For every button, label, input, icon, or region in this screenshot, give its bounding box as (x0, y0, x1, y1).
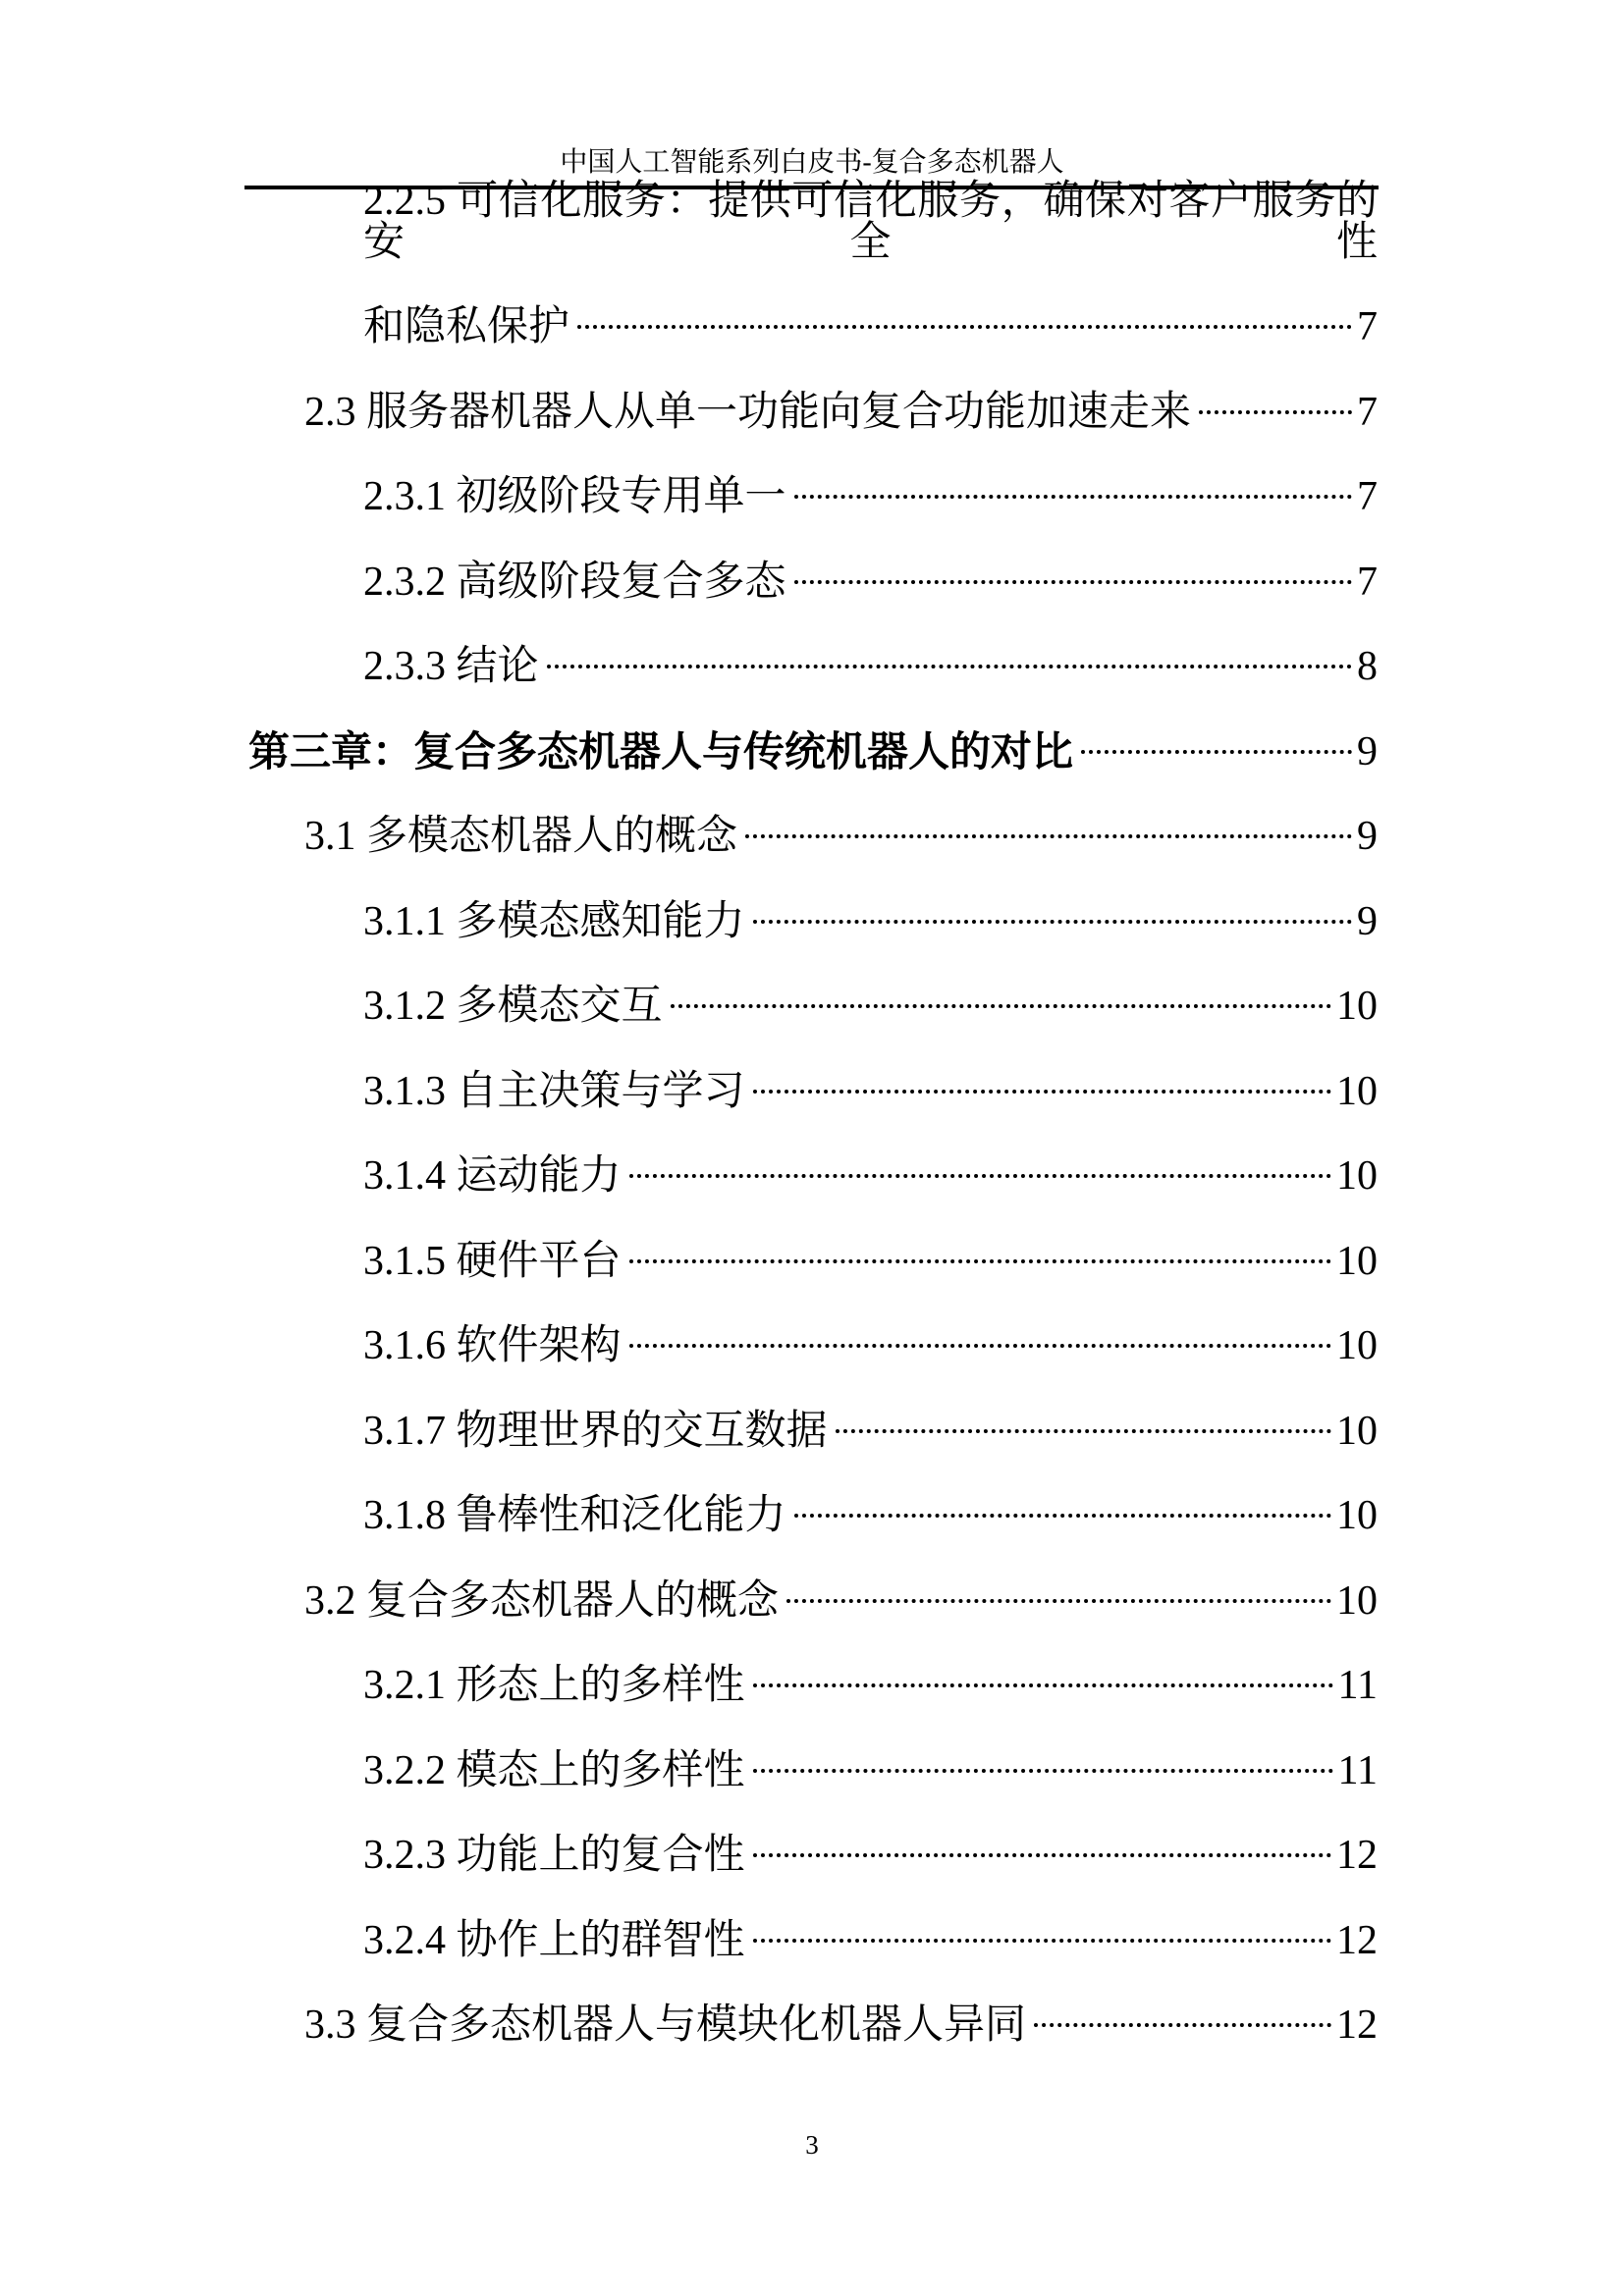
toc-entry-label: 第三章：复合多态机器人与传统机器人的对比 (248, 727, 1074, 774)
toc-entry[interactable] (0, 1803, 1378, 1889)
toc-page-number: 12 (1336, 2002, 1378, 2048)
toc-entry-label: 3.1.2 多模态交互 (363, 984, 663, 1029)
dot-leader (753, 1683, 1333, 1687)
dot-leader (671, 1004, 1331, 1008)
dot-leader (1081, 750, 1352, 754)
dot-leader (629, 1259, 1331, 1263)
dot-leader (753, 1853, 1331, 1857)
dot-leader (577, 325, 1352, 329)
toc-entry-label: 3.1.7 物理世界的交互数据 (363, 1408, 828, 1454)
toc-entry-label: 3.1.4 运动能力 (363, 1153, 622, 1199)
toc-entry[interactable] (0, 359, 1378, 445)
toc-page-number: 7 (1357, 559, 1378, 605)
toc-entry[interactable] (0, 1294, 1378, 1379)
dot-leader (547, 665, 1352, 668)
toc-entry-label: 3.2.3 功能上的复合性 (363, 1833, 745, 1878)
toc-page-number: 10 (1336, 1068, 1378, 1114)
toc-page-number: 10 (1336, 1577, 1378, 1624)
dot-leader (786, 1599, 1331, 1603)
toc-page-number: 8 (1357, 644, 1378, 689)
toc-entry-label: 3.1 多模态机器人的概念 (304, 814, 738, 859)
toc-entry[interactable] (0, 784, 1378, 870)
toc-entry[interactable] (0, 1378, 1378, 1464)
toc-page-number: 7 (1357, 474, 1378, 519)
dot-leader (1034, 2023, 1331, 2027)
dot-leader (753, 920, 1352, 924)
toc-page-number: 10 (1336, 1493, 1378, 1538)
toc-page-number: 12 (1336, 1917, 1378, 1963)
toc-page-number: 11 (1337, 1747, 1378, 1793)
toc-page-number: 12 (1336, 1833, 1378, 1878)
toc-entry[interactable] (0, 445, 1378, 530)
toc-entry-label: 2.3.3 结论 (363, 644, 539, 689)
toc-entry-label: 3.2.4 协作上的群智性 (363, 1917, 745, 1963)
dot-leader (1199, 410, 1352, 414)
dot-leader (629, 1344, 1331, 1348)
toc-entry[interactable] (0, 1633, 1378, 1719)
toc-entry-label: 3.1.5 硬件平台 (363, 1238, 622, 1284)
toc-entry[interactable] (0, 1208, 1378, 1294)
toc-entry-label: 2.3.1 初级阶段专用单一 (363, 474, 786, 519)
toc-entry[interactable] (0, 699, 1378, 784)
toc-entry[interactable] (0, 178, 1378, 275)
dot-leader (629, 1174, 1331, 1178)
dot-leader (753, 1769, 1333, 1773)
toc-entry[interactable] (0, 614, 1378, 700)
toc-entry-label: 3.2.2 模态上的多样性 (363, 1747, 745, 1793)
dot-leader (794, 495, 1352, 499)
dot-leader (794, 1514, 1331, 1518)
toc-page-number: 10 (1336, 1238, 1378, 1284)
toc-entry-label: 2.3.2 高级阶段复合多态 (363, 559, 786, 605)
toc-entry-label: 2.3 服务器机器人从单一功能向复合功能加速走来 (304, 389, 1192, 435)
toc-page-number: 10 (1336, 1323, 1378, 1368)
toc-entry[interactable] (0, 1124, 1378, 1209)
toc-page-number: 7 (1357, 389, 1378, 435)
toc-page-number: 11 (1337, 1663, 1378, 1708)
toc-entry[interactable] (0, 1718, 1378, 1803)
toc-page-number: 9 (1357, 814, 1378, 859)
dot-leader (753, 1090, 1331, 1094)
toc-page-number: 9 (1357, 728, 1378, 774)
dot-leader (753, 1939, 1331, 1943)
toc-entry-label: 3.2.1 形态上的多样性 (363, 1663, 745, 1708)
toc-entry[interactable] (0, 1548, 1378, 1633)
toc-entry[interactable] (0, 1039, 1378, 1124)
toc-entry-label: 3.3 复合多态机器人与模块化机器人异同 (304, 2002, 1027, 2048)
toc-page-number: 9 (1357, 898, 1378, 944)
toc-page-number: 7 (1357, 304, 1378, 349)
toc-entry-label: 和隐私保护 (363, 304, 570, 349)
toc-entry[interactable] (0, 275, 1378, 360)
toc-entry-label: 3.1.3 自主决策与学习 (363, 1068, 745, 1114)
toc-entry[interactable] (0, 1973, 1378, 2058)
toc-entry[interactable] (0, 1888, 1378, 1973)
dot-leader (745, 834, 1352, 838)
toc-entry[interactable] (0, 869, 1378, 954)
toc-entry-label: 3.1.6 软件架构 (363, 1323, 622, 1368)
dot-leader (794, 580, 1352, 584)
footer-page-number: 3 (805, 2130, 819, 2160)
toc-entry-label: 3.1.8 鲁棒性和泛化能力 (363, 1493, 786, 1538)
toc-entry[interactable] (0, 529, 1378, 614)
toc-entry[interactable] (0, 1464, 1378, 1549)
toc-page-number: 10 (1336, 1153, 1378, 1199)
dot-leader (836, 1429, 1331, 1433)
page-header-title: 中国人工智能系列白皮书-复合多态机器人 (560, 147, 1064, 178)
toc-entry-label: 3.2 复合多态机器人的概念 (304, 1577, 780, 1624)
table-of-contents (0, 178, 1378, 2057)
toc-page-number: 10 (1336, 1408, 1378, 1454)
toc-page-number: 10 (1336, 984, 1378, 1029)
toc-entry-label: 3.1.1 多模态感知能力 (363, 898, 745, 944)
toc-entry-label: 2.2.5 可信化服务：提供可信化服务，确保对客户服务的安全性 (363, 178, 1378, 265)
toc-entry[interactable] (0, 954, 1378, 1040)
